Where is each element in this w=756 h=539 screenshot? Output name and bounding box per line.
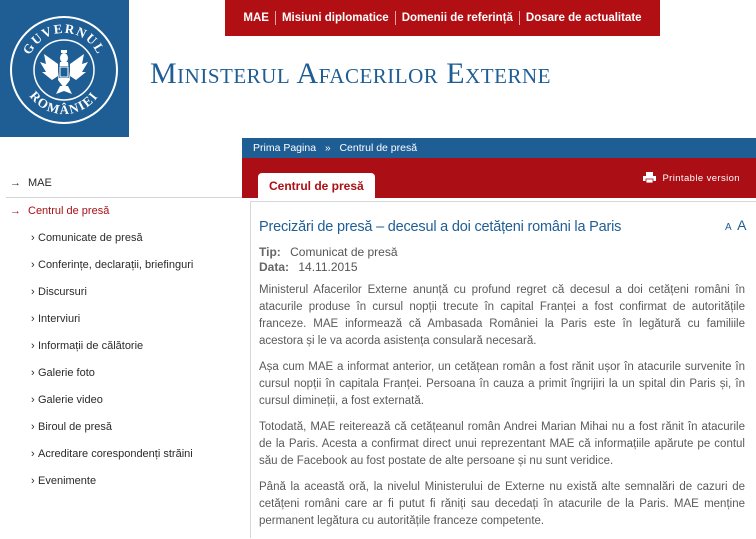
chevron-right-icon: › [31,232,35,244]
breadcrumb-item-home[interactable]: Prima Pagina [253,142,317,154]
article-paragraph: Așa cum MAE a informat anterior, un cetățean român a fost rănit ușor în atacurile survenite în cursul nopții în capitala Franței. Persoana în cauza a primit îngrijiri la un spital din Paris și, în cursul dimineții, a fost externată. [259,361,745,407]
article-body [259,282,745,539]
font-decrease-button[interactable]: A [725,222,732,233]
topnav-item-mae[interactable]: MAE [243,12,269,24]
sidebar-subitem-label: Biroul de presă [38,421,112,433]
sidebar-subitem-label: Galerie foto [38,367,95,379]
emblem-text-bottom: ROMÂNIEI [26,87,102,118]
sidebar-subitem-label: Informații de călătorie [38,340,144,352]
sidebar-subitem-label: Interviuri [38,313,81,325]
date-value: 14.11.2015 [298,260,358,274]
government-emblem[interactable] [0,0,129,137]
font-increase-button[interactable]: A [737,217,747,233]
sidebar-nav [0,170,250,495]
type-value: Comunicat de presă [290,245,398,259]
sidebar-subitem-interviuri[interactable] [0,306,250,333]
sidebar-item-label: Centrul de presă [28,205,110,217]
sidebar-subitem-label: Comunicate de presă [38,232,143,244]
section-tab[interactable]: Centrul de presă [258,173,375,198]
sidebar-subitem-label: Discursuri [38,286,87,298]
sidebar-subitem-discursuri[interactable] [0,279,250,306]
sidebar-subitem-conferinte[interactable] [0,252,250,279]
sidebar-subitem-label: Conferințe, declarații, briefinguri [38,259,194,271]
arrow-right-icon: → [10,205,21,217]
sidebar-subitem-label: Galerie video [38,394,103,406]
chevron-right-icon: › [31,475,35,487]
sidebar-subitem-informatii-calatorie[interactable] [0,333,250,360]
printer-icon [643,172,656,183]
sidebar-subitem-acreditare[interactable] [0,441,250,468]
date-label: Data: [259,260,290,274]
font-size-controls [725,217,746,235]
sidebar-subitem-galerie-foto[interactable] [0,360,250,387]
arrow-right-icon: → [10,177,21,189]
breadcrumb [242,138,756,158]
sidebar-subitem-evenimente[interactable] [0,468,250,495]
chevron-right-icon: › [31,340,35,352]
chevron-right-icon: › [31,259,35,271]
article-paragraph: Până la această oră, la nivelul Ministerului de Externe nu există alte semnalări de cazuri de cetățeni români care ar fi putut fi răniți sau decedați în atacurile de la Paris. MAE menține permanent legătura cu autoritățile franceze competente. [259,481,745,527]
topnav-item-dosare[interactable]: Dosare de actualitate [525,12,642,24]
sidebar-subitem-galerie-video[interactable] [0,387,250,414]
chevron-right-icon: › [31,313,35,325]
sidebar-item-centrul-de-presa[interactable] [0,198,250,225]
sidebar-item-mae[interactable] [0,170,250,197]
svg-text:ROMÂNIEI [27,88,101,117]
emblem-text-top: GUVERNUL [19,20,109,57]
article-date-row [259,260,358,274]
ministry-title[interactable]: Ministerul Afacerilor Externe [150,57,551,90]
eagle-coat-of-arms-icon [0,0,129,137]
chevron-right-icon: › [31,286,35,298]
chevron-right-icon: › [31,394,35,406]
topnav-item-misiuni[interactable]: Misiuni diplomatice [281,12,389,24]
breadcrumb-item-current[interactable]: Centrul de presă [339,142,418,154]
article-paragraph: Totodată, MAE reiterează că cetățeanul român Andrei Marian Mihai nu a fost rănit în atacurile de la Paris. Acesta a confirmat direct unui reprezentant MAE că informațiile apărute pe contul său de Facebook au fost postate de alte persoane și nu sunt veridice. [259,421,745,467]
top-navigation [225,0,660,36]
sidebar-subitem-comunicate[interactable] [0,225,250,252]
chevron-right-icon: › [31,421,35,433]
sidebar-subitem-label: Evenimente [38,475,97,487]
printable-version-label: Printable version [662,173,740,184]
article-title: Precizări de presă – decesul a doi cetățeni români la Paris [259,219,622,235]
sidebar-item-label: MAE [28,177,52,189]
article-type-row [259,245,398,259]
type-label: Tip: [259,245,281,259]
printable-version-link[interactable] [643,172,740,184]
breadcrumb-separator: » [324,143,331,154]
topnav-item-domenii[interactable]: Domenii de referință [401,12,513,24]
article-paragraph: Ministerul Afacerilor Externe anunță cu profund regret că decesul a doi cetățeni români în atacurile produse în cursul nopții trecute în capital Franței a fost confirmat de autoritățile franceze. MAE informează că Ambasada României la Paris este în legătură cu familiile acestora și le va acorda asistența consulară necesară. [259,284,745,347]
sidebar-subitem-label: Acreditare corespondenți străini [38,448,193,460]
sidebar-subitem-biroul-de-presa[interactable] [0,414,250,441]
chevron-right-icon: › [31,448,35,460]
chevron-right-icon: › [31,367,35,379]
